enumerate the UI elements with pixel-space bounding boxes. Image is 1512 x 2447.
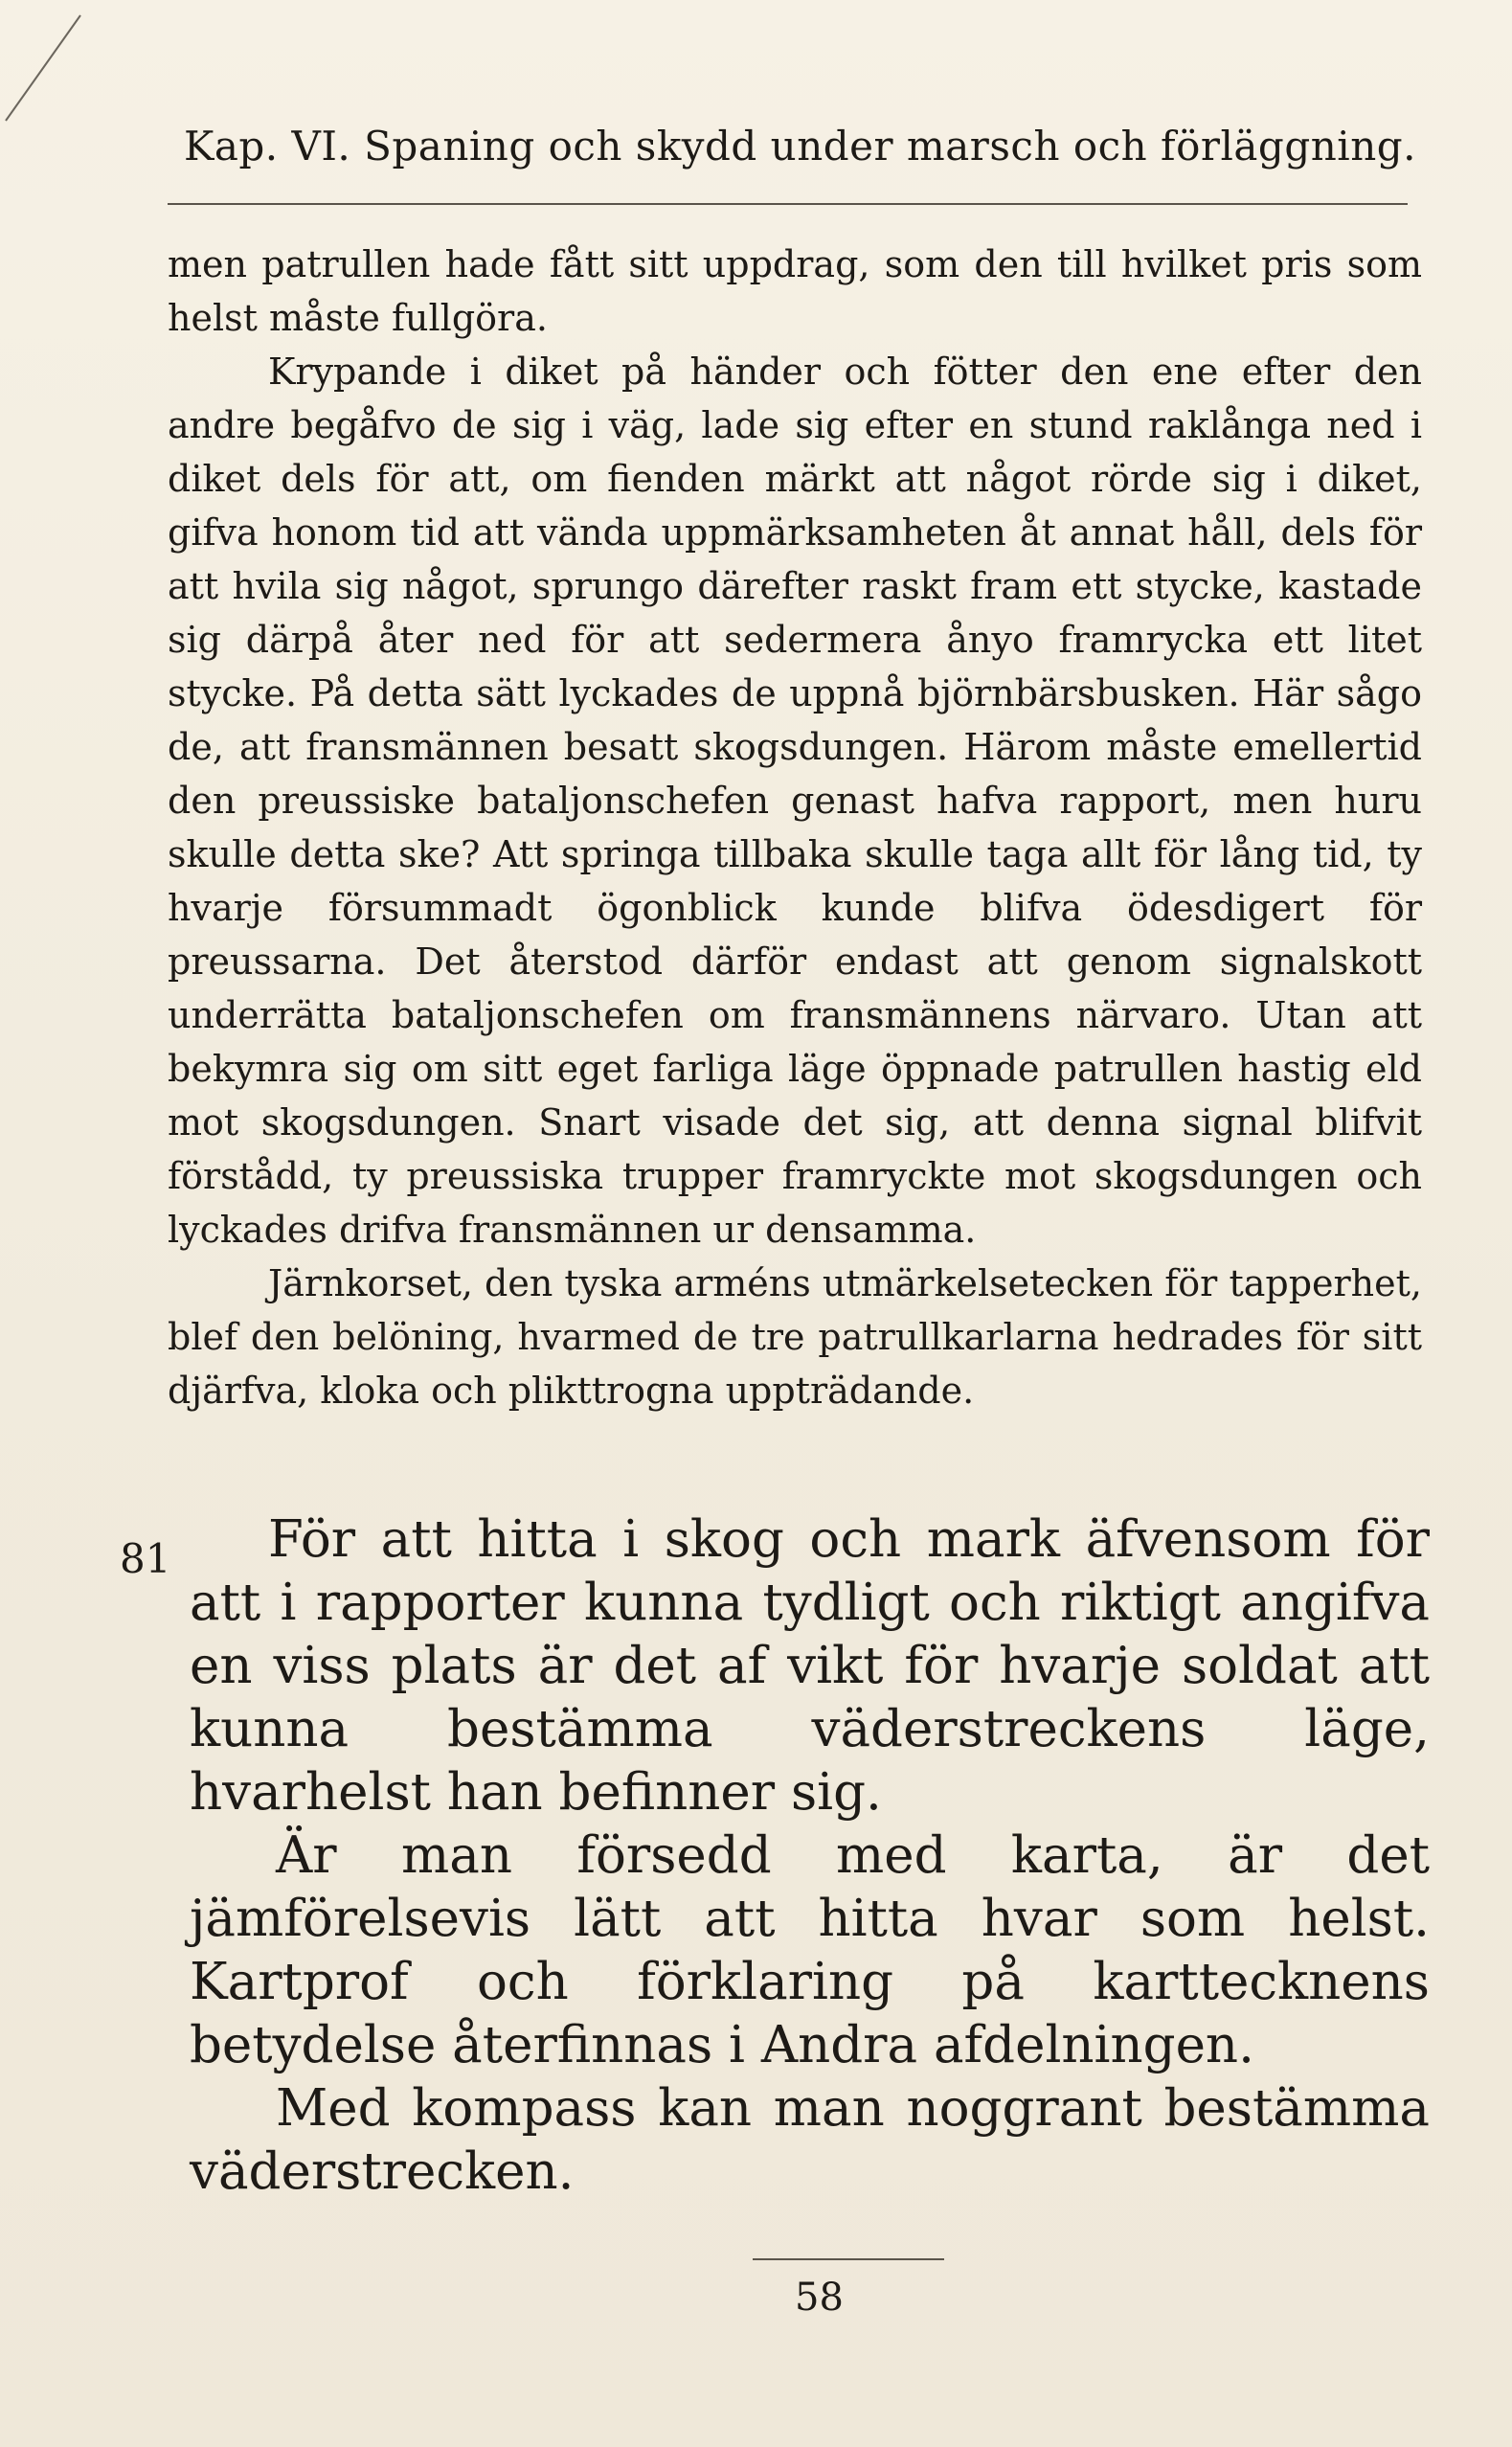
footer-rule — [753, 2258, 944, 2260]
corner-pencil-mark — [0, 0, 86, 134]
paragraph-map: Är man försedd med karta, är det jämförelsevis lätt att hitta hvar som helst. Kartprof och förklaring på karttecknens betydelse återfinnas i Andra afdelningen. — [190, 1826, 1430, 2074]
paragraph-compass: Med kompass kan man noggrant bestämma väderstrecken. — [190, 2079, 1430, 2201]
paragraph-directions: För att hitta i skog och mark äfvensom för att i rapporter kunna tydligt och riktigt angifva en viss plats är det af vikt för hvarje soldat att kunna bestämma väderstreckens läge, hvarhelst han befinner sig. — [190, 1510, 1430, 1822]
header-rule — [168, 203, 1408, 205]
section-number: 81 — [120, 1535, 171, 1582]
continued-text — [168, 238, 1422, 1417]
section-text — [190, 1508, 1430, 2204]
paragraph-patrol: Krypande i diket på händer och fötter den ene efter den andre begåfvo de sig i väg, lade sig efter en stund raklånga ned i diket dels för att, om fienden märkt att något rörde sig i diket, gifva honom tid att vända uppmärksamheten åt annat håll, dels för att hvila sig något, sprungo därefter raskt fram ett stycke, kastade sig därpå åter ned för att sedermera ånyo framrycka ett litet stycke. På detta sätt lyckades de uppnå björnbärsbusken. Här sågo de, att fransmännen besatt skogsdungen. Härom måste emellertid den preussiske bataljonschefen genast hafva rapport, men huru skulle detta ske? Att springa tillbaka skulle taga allt för lång tid, ty hvarje försummadt ögonblick kunde blifva ödesdigert för preussarna. Det återstod därför endast att genom signalskott underrätta bataljonschefen om fransmännens närvaro. Utan att bekymra sig om sitt eget farliga läge öppnade patrullen hastig eld mot skogsdungen. Snart visade det sig, att denna signal blifvit förstådd, ty preussiska trupper framryckte mot skogsdungen och lyckades drifva fransmännen ur densamma. — [168, 351, 1422, 1251]
page-number: 58 — [795, 2276, 844, 2320]
paragraph-continuation: men patrullen hade fått sitt uppdrag, som den till hvilket pris som helst måste fullgöra. — [168, 243, 1422, 339]
paragraph-iron-cross: Järnkorset, den tyska arméns utmärkelsetecken för tapperhet, blef den belöning, hvarmed de tre patrullkarlarna hedrades för sitt djärfva, kloka och plikttrogna uppträdande. — [168, 1262, 1422, 1412]
running-head: Kap. VI. Spaning och skydd under marsch och förläggning. — [184, 123, 1416, 170]
